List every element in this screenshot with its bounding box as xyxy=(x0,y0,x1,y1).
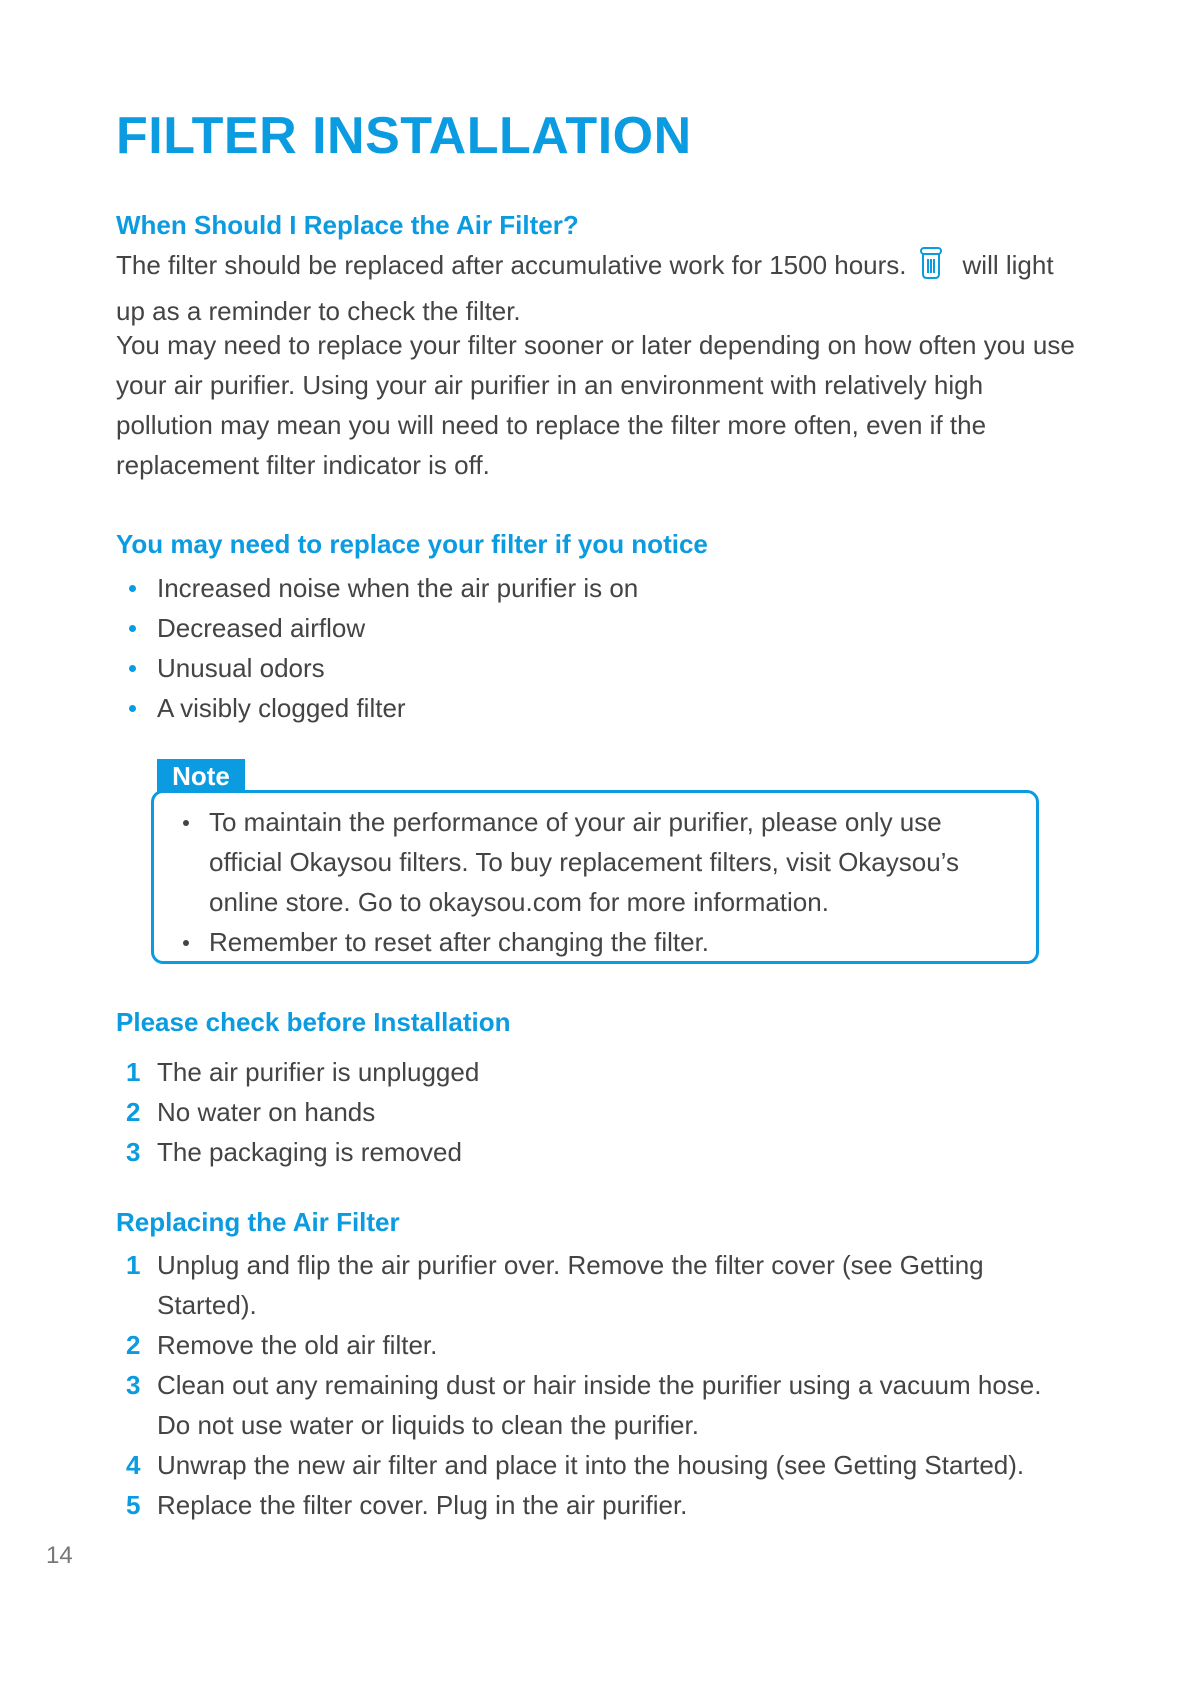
list-item: 1 Unplug and flip the air purifier over. Remove the filter cover (see Getting Started). xyxy=(126,1245,1066,1325)
step-number: 2 xyxy=(126,1330,141,1360)
note-label: Note xyxy=(157,759,245,793)
bullet-dot xyxy=(183,940,189,946)
check-list xyxy=(126,1052,1066,1172)
note-item: Remember to reset after changing the filter. xyxy=(180,922,1020,962)
step-number: 1 xyxy=(126,1250,141,1280)
note-list xyxy=(180,802,1020,962)
step-number: 1 xyxy=(126,1057,141,1087)
bullet-dot xyxy=(183,820,189,826)
list-item: Unusual odors xyxy=(128,648,1058,688)
replacing-steps xyxy=(126,1245,1066,1525)
notice-list xyxy=(128,568,1058,728)
step-number: 2 xyxy=(126,1097,141,1127)
indicator-reminder-text: will light up as a reminder to check the filter. xyxy=(116,250,1054,326)
list-item: A visibly clogged filter xyxy=(128,688,1058,728)
paragraph-replace-sooner: You may need to replace your filter sooner or later depending on how often you use your air purifier. Using your air purifier in an environment with relatively high pollution may mean you will need to replace the filter more often, even if the replacement filter indicator is off. xyxy=(116,330,1075,480)
filter-indicator-icon xyxy=(919,246,943,291)
list-item: 2 No water on hands xyxy=(126,1092,1066,1132)
list-item: 3 The packaging is removed xyxy=(126,1132,1066,1172)
step-number: 4 xyxy=(126,1450,141,1480)
heading-when-replace: When Should I Replace the Air Filter? xyxy=(116,210,579,240)
page-number: 14 xyxy=(46,1542,73,1569)
step-number: 3 xyxy=(126,1370,141,1400)
list-item: 2 Remove the old air filter. xyxy=(126,1325,1066,1365)
replace-interval-text: The filter should be replaced after accumulative work for 1500 hours. xyxy=(116,250,907,280)
bullet-dot xyxy=(129,585,136,592)
heading-check-before: Please check before Installation xyxy=(116,1007,511,1037)
heading-notice: You may need to replace your filter if you notice xyxy=(116,529,708,559)
note-item: To maintain the performance of your air purifier, please only use official Okaysou filters. To buy replacement filters, visit Okaysou’s online store. Go to okaysou.com for more information. xyxy=(180,802,1020,922)
paragraph-replace-interval xyxy=(116,245,1086,331)
step-number: 3 xyxy=(126,1137,141,1167)
bullet-dot xyxy=(129,705,136,712)
list-item: 3 Clean out any remaining dust or hair inside the purifier using a vacuum hose. Do not use water or liquids to clean the purifier. xyxy=(126,1365,1066,1445)
step-number: 5 xyxy=(126,1490,141,1520)
list-item: 1 The air purifier is unplugged xyxy=(126,1052,1066,1092)
bullet-dot xyxy=(129,625,136,632)
heading-replacing: Replacing the Air Filter xyxy=(116,1207,400,1237)
list-item: Increased noise when the air purifier is on xyxy=(128,568,1058,608)
list-item: Decreased airflow xyxy=(128,608,1058,648)
list-item: 4 Unwrap the new air filter and place it into the housing (see Getting Started). xyxy=(126,1445,1066,1485)
list-item: 5 Replace the filter cover. Plug in the air purifier. xyxy=(126,1485,1066,1525)
bullet-dot xyxy=(129,665,136,672)
page-title: FILTER INSTALLATION xyxy=(116,107,692,165)
